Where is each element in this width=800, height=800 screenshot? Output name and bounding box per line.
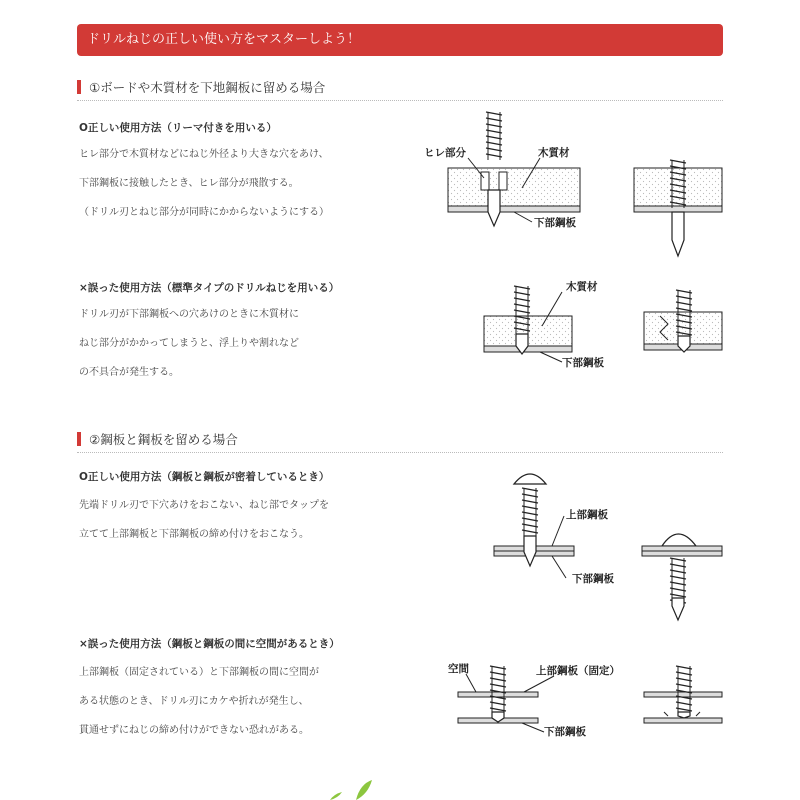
- label-lower-steel: 下部鋼板: [562, 357, 604, 369]
- section2-heading: ②鋼板と鋼板を留める場合: [89, 432, 238, 447]
- label-upper-steel: 上部鋼板: [566, 509, 608, 521]
- label-gap: 空間: [448, 663, 469, 675]
- text-line: 上部鋼板（固定されている）と下部鋼板の間に空間が: [79, 667, 319, 678]
- diagram-steel-gap-wrong: [448, 662, 620, 738]
- text-line: 貫通せずにねじの締め付けができない恐れがある。: [79, 725, 309, 736]
- text-line: ねじ部分がかかってしまうと、浮上りや割れなど: [79, 338, 299, 349]
- text-line: の不具合が発生する。: [79, 367, 179, 378]
- diagram-steel-fastened: [642, 534, 722, 620]
- text-line: 立てて上部鋼板と下部鋼板の締め付けをおこなう。: [79, 529, 309, 540]
- diagram-reamer-screw-correct: [424, 112, 580, 229]
- section1-correct-title: O正しい使用方法（リーマ付きを用いる）: [79, 122, 277, 134]
- diagram-standard-screw-lift: [644, 290, 722, 352]
- label-lower-steel: 下部鋼板: [544, 726, 586, 738]
- label-lower-steel: 下部鋼板: [572, 573, 614, 585]
- leaf-icon: [330, 780, 372, 800]
- text-line: （ドリル刃とねじ部分が同時にかからないようにする）: [79, 207, 329, 218]
- diagram-steel-correct: [494, 474, 614, 585]
- diagram-steel-gap-broken: [644, 666, 722, 723]
- text-line: 下部鋼板に接触したとき、ヒレ部分が飛散する。: [79, 178, 299, 189]
- label-fin: ヒレ部分: [424, 147, 466, 159]
- diagram-reamer-screw-through: [634, 160, 722, 256]
- section2-correct-title: O正しい使用方法（鋼板と鋼板が密着しているとき）: [79, 471, 330, 483]
- text-line: ドリル刃が下部鋼板への穴あけのときに木質材に: [79, 309, 299, 320]
- banner-title: ドリルねじの正しい使い方をマスターしよう！: [87, 32, 361, 47]
- label-upper-steel-fixed: 上部鋼板（固定）: [536, 665, 620, 677]
- label-lower-steel: 下部鋼板: [534, 217, 576, 229]
- text-line: ある状態のとき、ドリル刃にカケや折れが発生し、: [79, 696, 309, 707]
- section1-wrong-title: ×誤った使用方法（標準タイプのドリルねじを用いる）: [79, 282, 340, 294]
- label-wood: 木質材: [566, 281, 598, 293]
- label-wood: 木質材: [538, 147, 570, 159]
- diagram-standard-screw-wrong: [484, 280, 604, 369]
- section1-heading: ①ボードや木質材を下地鋼板に留める場合: [89, 80, 326, 95]
- section2-wrong-title: ×誤った使用方法（鋼板と鋼板の間に空間があるとき）: [79, 638, 340, 650]
- text-line: 先端ドリル刃で下穴あけをおこない、ねじ部でタップを: [79, 500, 329, 511]
- text-line: ヒレ部分で木質材などにねじ外径より大きな穴をあけ、: [79, 149, 329, 160]
